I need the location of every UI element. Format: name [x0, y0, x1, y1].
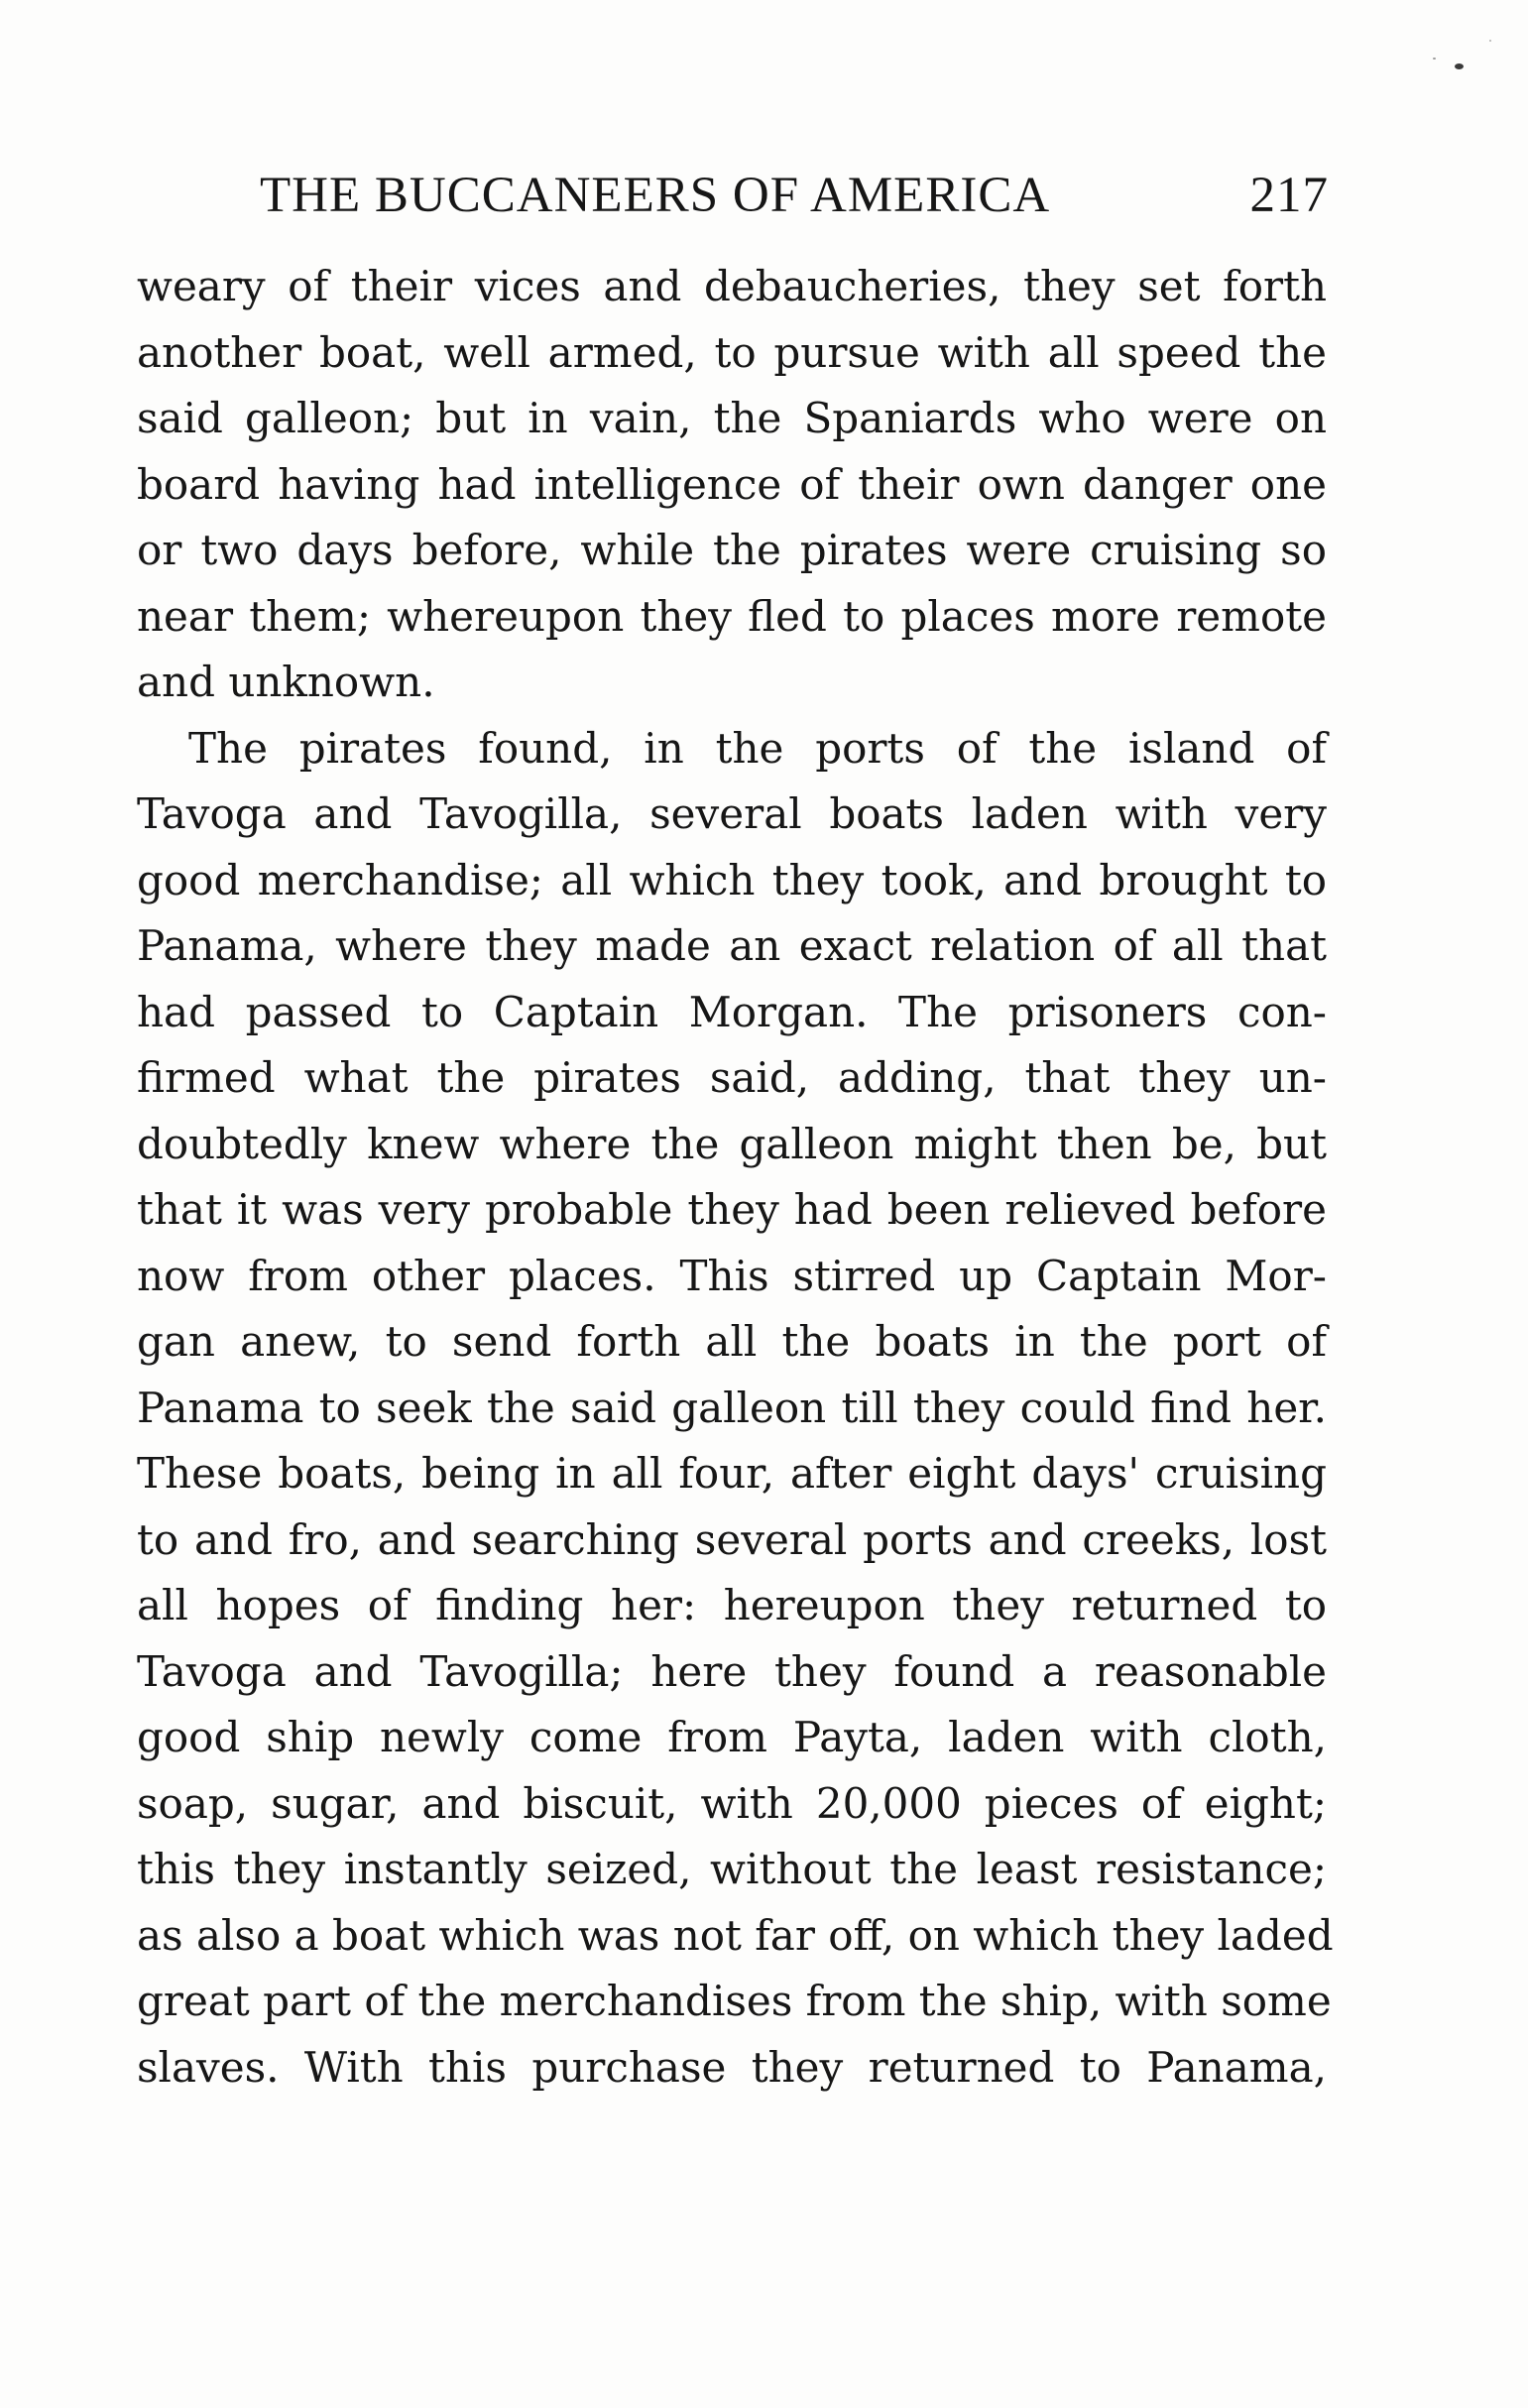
text-line: The pirates found, in the ports of the island of — [188, 723, 1327, 773]
text-line: soap, sugar, and biscuit, with 20,000 pieces of eight; — [137, 1778, 1327, 1828]
body-text — [137, 254, 1334, 2101]
text-line: These boats, being in all four, after eight days' cruising — [137, 1449, 1327, 1498]
text-line: to and fro, and searching several ports and creeks, lost — [137, 1514, 1327, 1564]
text-line: weary of their vices and debaucheries, they set forth — [137, 262, 1327, 310]
text-line: now from other places. This stirred up Captain Mor- — [137, 1251, 1327, 1300]
text-line: Tavoga and Tavogilla, several boats laden with very — [137, 789, 1327, 838]
text-line: slaves. With this purchase they returned to Panama, — [137, 2042, 1327, 2092]
text-line: gan anew, to send forth all the boats in the port of — [137, 1317, 1327, 1366]
ink-speck — [1433, 58, 1436, 60]
text-line: near them; whereupon they fled to places more remote — [137, 591, 1327, 641]
text-line: all hopes of finding her: hereupon they returned to — [137, 1581, 1327, 1629]
ink-speck — [1489, 40, 1491, 42]
text-line: Panama, where they made an exact relation of all that — [137, 921, 1327, 970]
text-line: great part of the merchandises from the ship, with some — [137, 1977, 1332, 2025]
text-line: board having had intelligence of their own danger one — [137, 459, 1327, 509]
text-line: that it was very probable they had been relieved before — [137, 1185, 1327, 1234]
text-line: had passed to Captain Morgan. The prisoners con- — [137, 987, 1327, 1036]
text-line: firmed what the pirates said, adding, that they un- — [137, 1053, 1327, 1102]
text-line: this they instantly seized, without the least resistance; — [137, 1845, 1327, 1893]
text-line: doubtedly knew where the galleon might then be, but — [137, 1119, 1327, 1168]
text-line: Tavoga and Tavogilla; here they found a reasonable — [137, 1646, 1327, 1696]
text-line: Panama to seek the said galleon till they could find her. — [137, 1383, 1327, 1432]
running-head — [220, 161, 1329, 230]
text-line: and unknown. — [137, 658, 435, 706]
text-line: or two days before, while the pirates were cruising so — [137, 526, 1327, 574]
text-line: good merchandise; all which they took, and brought to — [137, 855, 1327, 904]
text-line: another boat, well armed, to pursue with all speed the — [137, 327, 1327, 377]
running-head-title: THE BUCCANEERS OF AMERICA — [260, 168, 1051, 223]
page-number: 217 — [1249, 168, 1329, 223]
text-line: said galleon; but in vain, the Spaniards who were on — [137, 394, 1327, 442]
ink-speck — [1455, 63, 1464, 69]
text-line: good ship newly come from Payta, laden with cloth, — [137, 1713, 1327, 1761]
text-line: as also a boat which was not far off, on which they laded — [137, 1910, 1334, 1960]
